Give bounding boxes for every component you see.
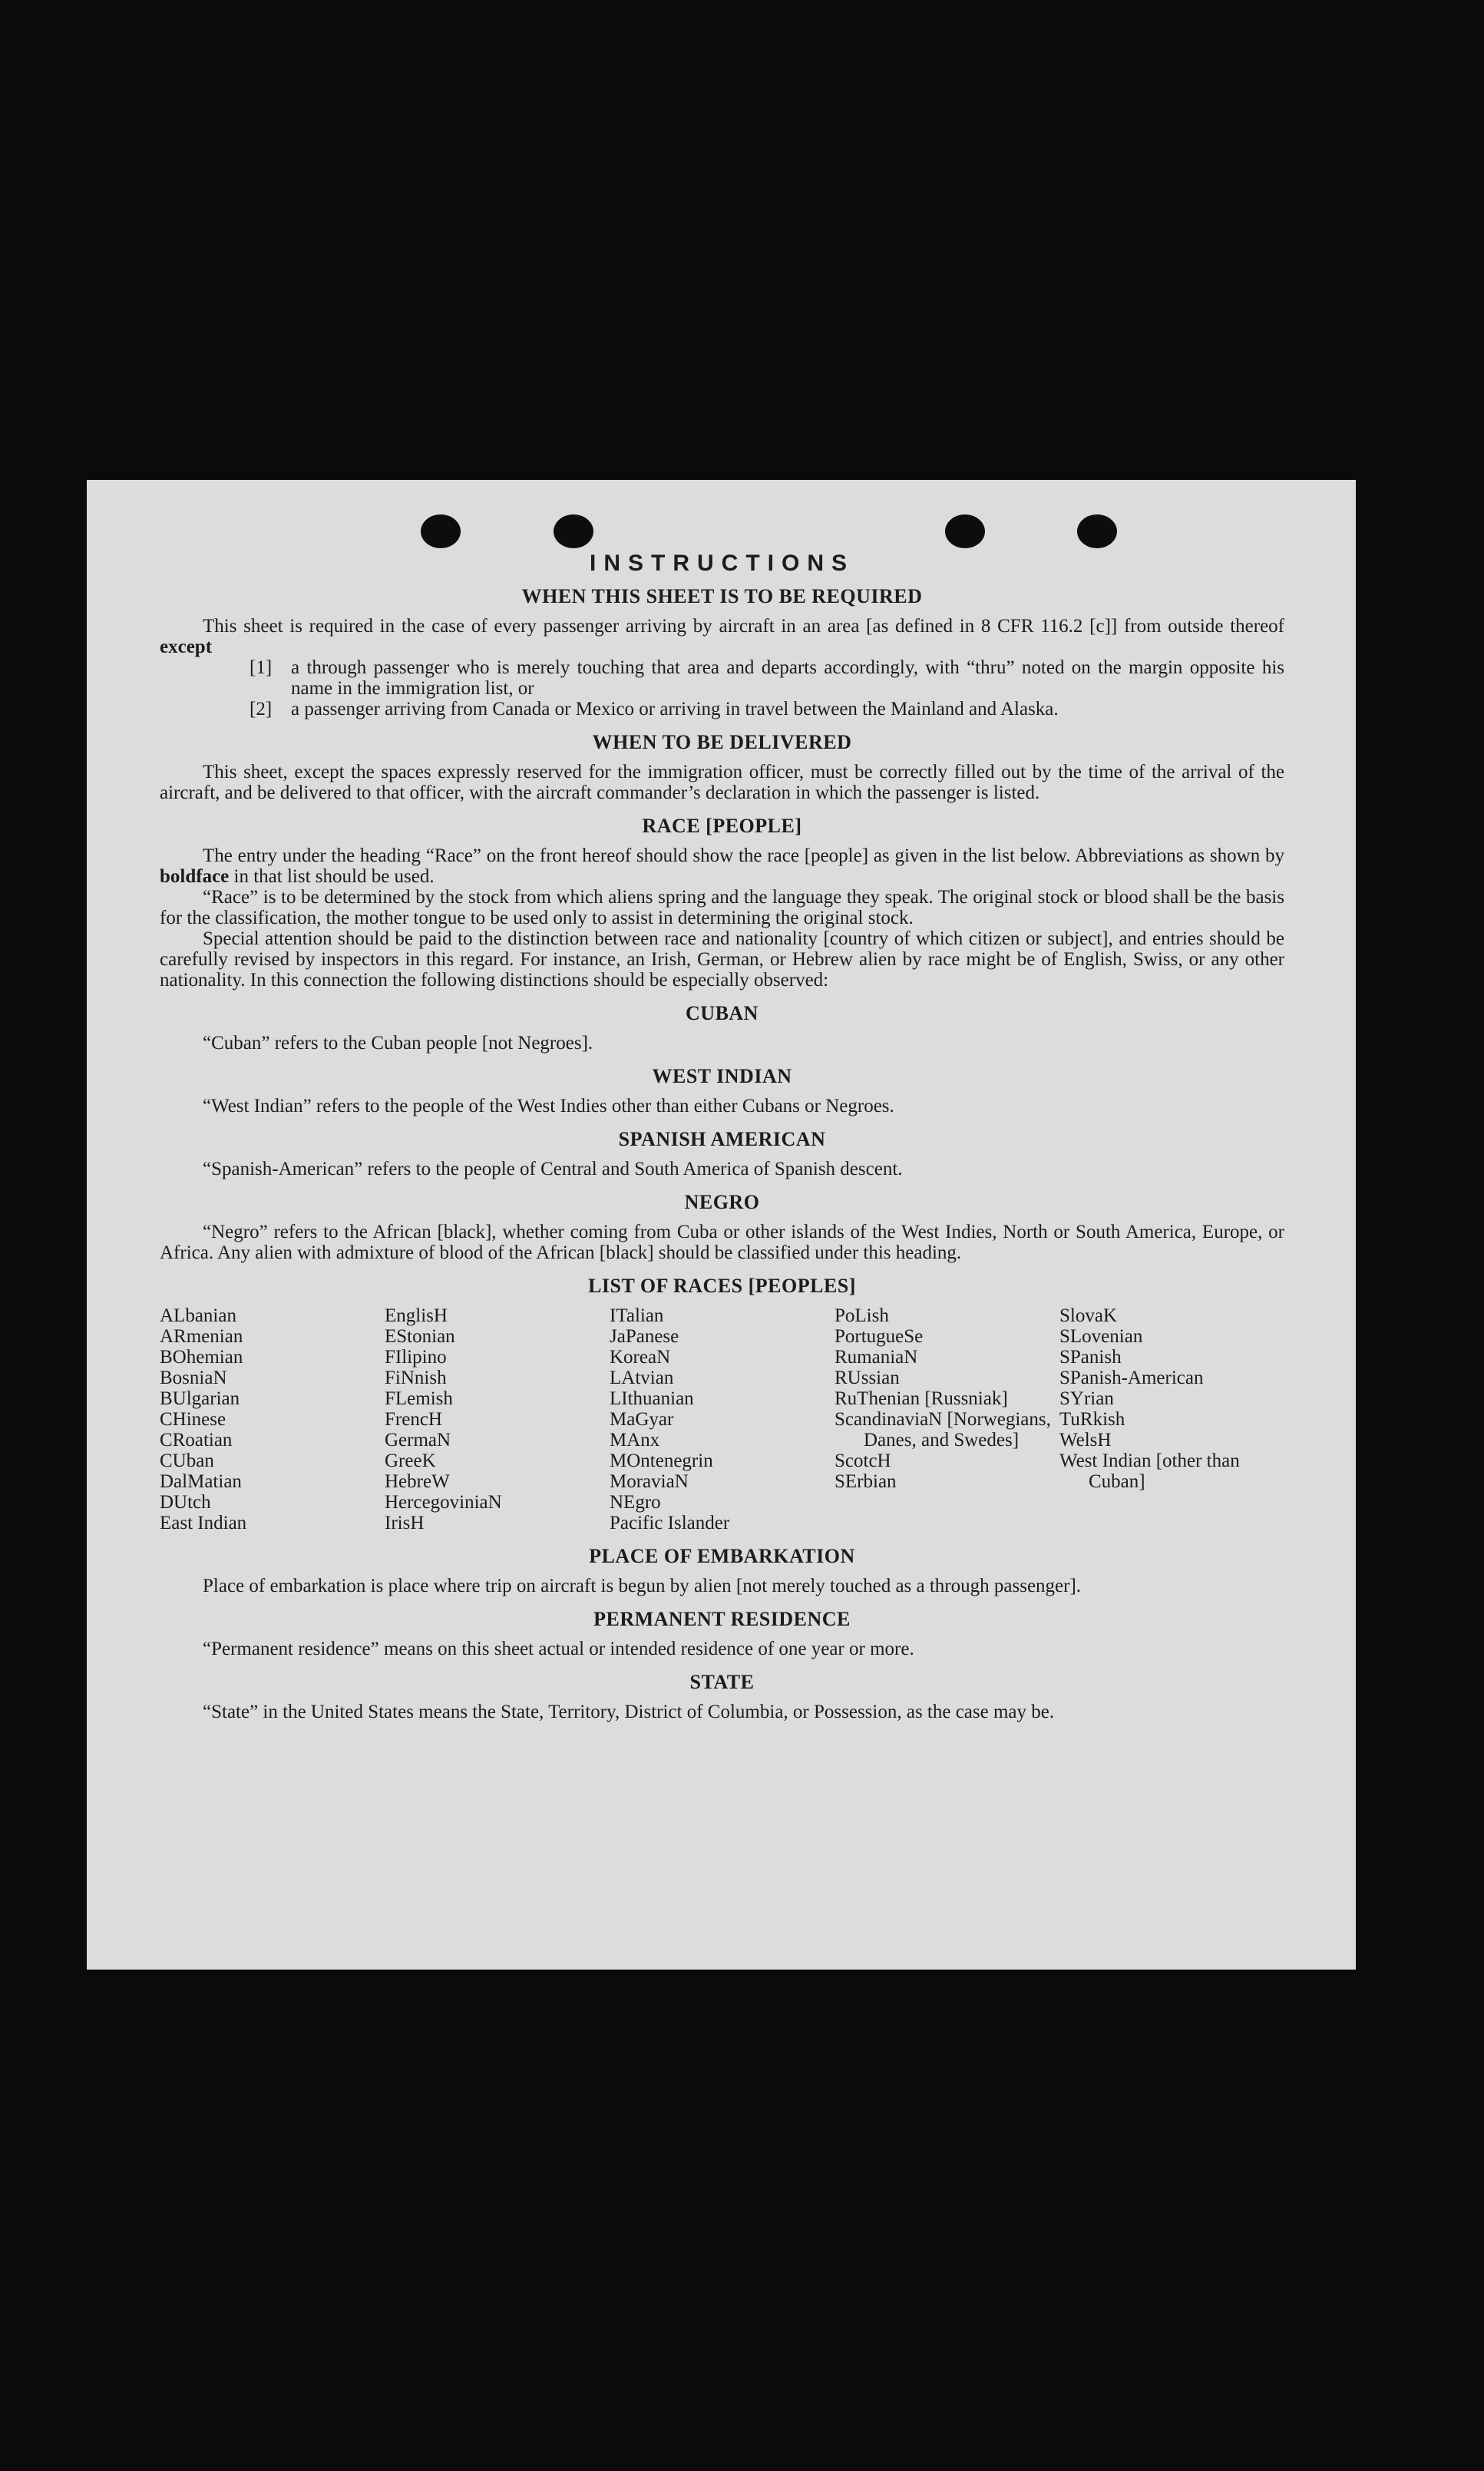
- race-entry: HebreW: [385, 1471, 450, 1492]
- heading-west-indian: WEST INDIAN: [652, 1065, 792, 1087]
- race-entry: MaGyar: [610, 1409, 674, 1430]
- race-entry: NEgro: [610, 1492, 661, 1513]
- embarkation-text: Place of embarkation is place where trip on aircraft is begun by alien [not merely touched as a through passenger].: [203, 1576, 1082, 1596]
- race-entry: SlovaK: [1059, 1305, 1117, 1326]
- race-entry: HercegoviniaN: [385, 1492, 502, 1513]
- page-title: INSTRUCTIONS: [590, 551, 854, 576]
- race-entry: BUlgarian: [160, 1388, 240, 1409]
- races-column: [835, 1305, 1059, 1533]
- required-intro: This sheet is required in the case of every passenger arriving by aircraft in an area [as defined in 8 CFR 116.2 [c]] from outside thereof except: [160, 616, 1284, 657]
- race-paragraph-1: The entry under the heading “Race” on the front hereof should show the race [people] as given in the list below. Abbreviations as shown by boldface in that list should be used.: [160, 845, 1284, 887]
- heading-embarkation: PLACE OF EMBARKATION: [589, 1545, 855, 1567]
- race-entry: FrencH: [385, 1409, 442, 1430]
- race-entry: BOhemian: [160, 1347, 243, 1368]
- race-entry: MOntenegrin: [610, 1451, 713, 1471]
- race-entry: ARmenian: [160, 1326, 243, 1347]
- race-entry: SPanish: [1059, 1347, 1122, 1368]
- required-item: [1] a through passenger who is merely touching that area and departs accordingly, with “thru” noted on the margin opposite his name in the immigration list, or: [250, 657, 1284, 699]
- race-entry: KoreaN: [610, 1347, 671, 1368]
- race-entry: ITalian: [610, 1305, 664, 1326]
- race-entry: RumaniaN: [835, 1347, 918, 1368]
- negro-text: “Negro” refers to the African [black], whether coming from Cuba or other islands of the West Indies, North or South America, Europe, or Africa. Any alien with admixture of blood of the African [black] should be classified under this heading.: [160, 1222, 1284, 1263]
- heading-delivered: WHEN TO BE DELIVERED: [592, 731, 852, 753]
- race-entry: MAnx: [610, 1430, 660, 1451]
- punch-hole: [1077, 514, 1117, 548]
- delivered-text: This sheet, except the spaces expressly reserved for the immigration officer, must be correctly filled out by the time of the arrival of the aircraft, and be delivered to that officer, with the aircraft commander’s declaration in which the passenger is listed.: [160, 762, 1284, 803]
- race-entry: GermaN: [385, 1430, 451, 1451]
- race-entry: FiNnish: [385, 1368, 447, 1388]
- residence-text: “Permanent residence” means on this sheet actual or intended residence of one year or more.: [203, 1639, 914, 1659]
- races-list: [160, 1305, 1284, 1533]
- race-entry: FIlipino: [385, 1347, 447, 1368]
- required-item: [2] a passenger arriving from Canada or Mexico or arriving in travel between the Mainland and Alaska.: [250, 699, 1059, 719]
- race-entry: RUssian: [835, 1368, 900, 1388]
- race-entry: West Indian [other than Cuban]: [1059, 1451, 1240, 1492]
- race-entry: WelsH: [1059, 1430, 1112, 1451]
- race-paragraph-2: “Race” is to be determined by the stock from which aliens spring and the language they speak. The original stock or blood shall be the basis for the classification, the mother tongue to be used only to assist in determining the original stock.: [160, 887, 1284, 928]
- race-entry: GreeK: [385, 1451, 436, 1471]
- instruction-sheet: [87, 480, 1356, 1970]
- race-entry: SLovenian: [1059, 1326, 1143, 1347]
- heading-residence: PERMANENT RESIDENCE: [593, 1608, 851, 1630]
- race-entry: SErbian: [835, 1471, 897, 1492]
- sheet-content: [160, 553, 1284, 1722]
- race-entry: East Indian: [160, 1513, 247, 1533]
- heading-state: STATE: [689, 1671, 755, 1693]
- heading-required: WHEN THIS SHEET IS TO BE REQUIRED: [521, 585, 923, 607]
- race-paragraph-3: Special attention should be paid to the distinction between race and nationality [country of which citizen or subject], and entries should be carefully revised by inspectors in this regard. For instance, an Irish, German, or Hebrew alien by race might be of English, Swiss, or any other nationality. In this connection the following distinctions should be especially observed:: [160, 928, 1284, 991]
- races-column: [610, 1305, 835, 1533]
- race-entry: EnglisH: [385, 1305, 448, 1326]
- cuban-text: “Cuban” refers to the Cuban people [not Negroes].: [203, 1033, 593, 1054]
- race-entry: FLemish: [385, 1388, 453, 1409]
- heading-race: RACE [PEOPLE]: [642, 815, 802, 837]
- race-entry: SYrian: [1059, 1388, 1114, 1409]
- state-text: “State” in the United States means the State, Territory, District of Columbia, or Possession, as the case may be.: [203, 1702, 1055, 1722]
- race-entry: MoraviaN: [610, 1471, 689, 1492]
- race-entry: BosniaN: [160, 1368, 227, 1388]
- race-entry: TuRkish: [1059, 1409, 1125, 1430]
- punch-hole: [554, 514, 593, 548]
- race-entry: CHinese: [160, 1409, 226, 1430]
- race-entry: PortugueSe: [835, 1326, 924, 1347]
- race-entry: JaPanese: [610, 1326, 679, 1347]
- punch-hole: [945, 514, 985, 548]
- race-entry: DUtch: [160, 1492, 211, 1513]
- spanish-american-text: “Spanish-American” refers to the people of Central and South America of Spanish descent.: [203, 1159, 903, 1179]
- race-entry: Pacific Islander: [610, 1513, 730, 1533]
- race-entry: CRoatian: [160, 1430, 233, 1451]
- races-column: [160, 1305, 385, 1533]
- race-entry: DalMatian: [160, 1471, 242, 1492]
- race-entry: CUban: [160, 1451, 214, 1471]
- heading-spanish-american: SPANISH AMERICAN: [618, 1128, 826, 1150]
- heading-list-of-races: LIST OF RACES [PEOPLES]: [588, 1275, 856, 1297]
- race-entry: EStonian: [385, 1326, 455, 1347]
- race-entry: ALbanian: [160, 1305, 236, 1326]
- race-entry: SPanish-American: [1059, 1368, 1204, 1388]
- race-entry: LIthuanian: [610, 1388, 694, 1409]
- races-column: [385, 1305, 610, 1533]
- race-entry: RuThenian [Russniak]: [835, 1388, 1008, 1409]
- races-column: [1059, 1305, 1284, 1533]
- race-entry: ScandinaviaN [Norwegians, Danes, and Swedes]: [835, 1409, 1051, 1451]
- west-indian-text: “West Indian” refers to the people of the West Indies other than either Cubans or Negroes.: [203, 1096, 894, 1116]
- race-entry: IrisH: [385, 1513, 425, 1533]
- race-entry: LAtvian: [610, 1368, 674, 1388]
- punch-hole: [421, 514, 461, 548]
- race-entry: ScotcH: [835, 1451, 891, 1471]
- race-entry: PoLish: [835, 1305, 889, 1326]
- heading-cuban: CUBAN: [686, 1002, 759, 1024]
- heading-negro: NEGRO: [684, 1191, 760, 1213]
